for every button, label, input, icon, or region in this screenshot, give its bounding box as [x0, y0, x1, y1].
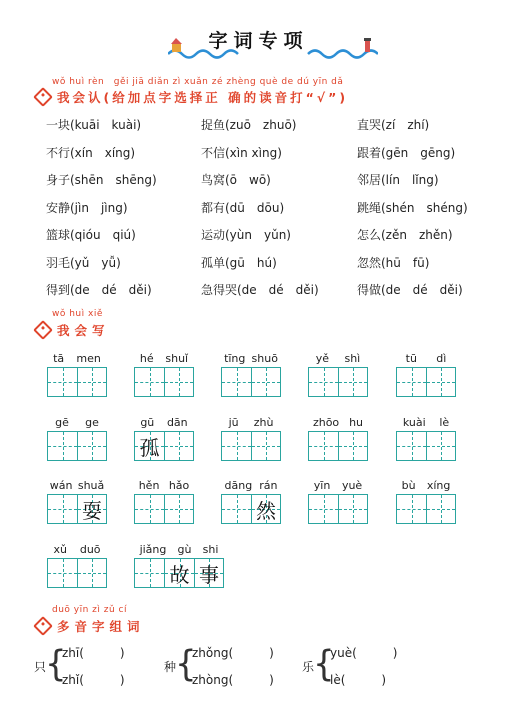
tian-grid	[308, 494, 368, 524]
word-box-group	[396, 416, 456, 461]
written-char	[222, 495, 251, 523]
written-char	[397, 368, 426, 396]
word-item: 篮球(qióu qiú)	[46, 228, 136, 242]
word-box-group	[308, 352, 368, 397]
written-char	[427, 368, 455, 396]
word-box-group	[47, 479, 107, 524]
polyphonic-char: 只	[34, 660, 47, 674]
word-box-group	[47, 543, 107, 588]
diamond-icon	[33, 87, 53, 107]
reading-blank[interactable]: yuè( )	[330, 646, 398, 660]
word-item: 怎么(zěn zhěn)	[357, 228, 453, 242]
writing-box[interactable]	[426, 367, 456, 397]
word-item: 身子(shēn shēng)	[46, 173, 157, 187]
word-box-group	[221, 479, 281, 524]
pinyin-syllable: xíng	[426, 479, 451, 492]
section3-title: 多音字组词	[57, 619, 145, 634]
writing-box[interactable]	[164, 431, 194, 461]
writing-box[interactable]	[47, 431, 77, 461]
writing-box[interactable]	[164, 494, 194, 524]
writing-box[interactable]	[134, 558, 164, 588]
written-char	[135, 368, 164, 396]
tian-grid	[396, 431, 456, 461]
writing-box[interactable]	[77, 494, 107, 524]
brace-icon: {	[313, 643, 335, 685]
pinyin-syllable: duō	[79, 543, 101, 556]
pinyin-row	[308, 416, 368, 431]
word-item: 安静(jìn jìng)	[46, 200, 128, 215]
written-char	[339, 432, 367, 460]
pinyin-row	[308, 352, 368, 367]
writing-box[interactable]	[338, 494, 368, 524]
tian-grid	[221, 494, 281, 524]
written-char: 事	[199, 562, 219, 587]
word-item: 急得哭(de dé děi)	[201, 283, 319, 297]
pinyin-syllable: xǔ	[53, 543, 67, 556]
writing-box[interactable]	[134, 431, 164, 461]
pinyin-row	[221, 479, 281, 494]
pinyin-syllable: jiǎng	[139, 543, 167, 556]
writing-box[interactable]	[308, 431, 338, 461]
pinyin-syllable: yě	[315, 352, 330, 365]
word-box-group	[396, 352, 456, 397]
writing-box[interactable]	[221, 431, 251, 461]
writing-box[interactable]	[194, 558, 224, 588]
word-box-group	[396, 479, 456, 524]
section1-pinyin: wǒ huì rèn gěi jiā diǎn zì xuǎn zé zhèng què de dú yīn dǎ	[52, 77, 344, 87]
writing-box[interactable]	[47, 558, 77, 588]
tian-grid	[308, 367, 368, 397]
pinyin-row	[134, 416, 194, 431]
writing-box[interactable]	[134, 367, 164, 397]
word-box-group	[134, 352, 194, 397]
writing-box[interactable]	[134, 494, 164, 524]
brace-icon: {	[175, 643, 197, 685]
written-char	[135, 495, 164, 523]
word-box-group	[134, 479, 194, 524]
word-item: 跳绳(shén shéng)	[357, 200, 468, 215]
pinyin-row	[396, 479, 456, 494]
written-char	[339, 495, 367, 523]
written-char	[397, 432, 426, 460]
reading-blank[interactable]: lè( )	[330, 673, 387, 687]
written-char	[78, 559, 106, 587]
pinyin-syllable: shuō	[251, 352, 278, 365]
word-item: 直哭(zí zhí)	[357, 118, 430, 132]
writing-box[interactable]	[251, 367, 281, 397]
pinyin-syllable: wán	[49, 479, 73, 492]
diamond-icon	[33, 320, 53, 340]
pinyin-row	[47, 416, 107, 431]
pinyin-syllable: yuè	[341, 479, 363, 492]
written-char	[48, 432, 77, 460]
word-item: 羽毛(yǔ yǚ)	[46, 255, 121, 270]
word-item: 不信(xìn xìng)	[201, 145, 282, 160]
tian-grid	[396, 494, 456, 524]
pinyin-row	[396, 416, 456, 431]
word-item: 不行(xín xíng)	[46, 145, 136, 160]
section1-title: 我会认(给加点字选择正 确的读音打“√”)	[57, 90, 349, 105]
tian-grid	[308, 431, 368, 461]
pinyin-syllable: rán	[259, 479, 278, 492]
written-char	[222, 368, 251, 396]
written-char	[48, 559, 77, 587]
word-item: 得做(de dé děi)	[357, 283, 463, 297]
written-char	[397, 495, 426, 523]
brace-icon: {	[45, 643, 67, 685]
pinyin-syllable: shuǐ	[165, 352, 189, 365]
writing-box[interactable]	[77, 558, 107, 588]
word-item: 邻居(lín lǐng)	[357, 173, 439, 187]
written-char	[339, 368, 367, 396]
pinyin-syllable: zhōo	[312, 416, 340, 429]
reading-blank[interactable]: zhǐ( )	[62, 673, 125, 687]
pinyin-row	[221, 352, 281, 367]
writing-box[interactable]	[47, 367, 77, 397]
pinyin-syllable: zhù	[253, 416, 274, 429]
pinyin-row	[134, 479, 194, 494]
word-item: 捉鱼(zuō zhuō)	[201, 118, 297, 132]
written-char	[165, 368, 193, 396]
word-item: 孤单(gū hú)	[201, 255, 277, 270]
written-char	[78, 368, 106, 396]
pinyin-syllable: tīng	[224, 352, 246, 365]
writing-box[interactable]	[396, 494, 426, 524]
written-char: 然	[256, 498, 276, 523]
writing-box[interactable]	[47, 494, 77, 524]
pinyin-row	[396, 352, 456, 367]
written-char	[165, 495, 193, 523]
written-char: 孤	[139, 435, 160, 460]
writing-box[interactable]	[251, 494, 281, 524]
pinyin-syllable: jū	[228, 416, 239, 429]
pinyin-syllable: ge	[85, 416, 99, 429]
tian-grid	[396, 367, 456, 397]
word-box-group	[47, 352, 107, 397]
written-char	[309, 432, 338, 460]
writing-box[interactable]	[251, 431, 281, 461]
word-box-group	[134, 416, 194, 461]
written-char	[165, 432, 193, 460]
writing-box[interactable]	[308, 494, 338, 524]
pinyin-syllable: hěn	[138, 479, 160, 492]
writing-box[interactable]	[396, 431, 426, 461]
pinyin-row	[134, 543, 224, 558]
section3-pinyin: duō yīn zì zǔ cí	[52, 605, 127, 615]
reading-blank[interactable]: zhī( )	[62, 646, 125, 660]
section3-header	[36, 617, 145, 635]
word-box-group	[47, 416, 107, 461]
pinyin-row	[134, 352, 194, 367]
polyphonic-char: 乐	[302, 660, 315, 674]
word-item: 鸟窝(ō wō)	[201, 173, 271, 187]
pinyin-row	[47, 352, 107, 367]
writing-box[interactable]	[221, 367, 251, 397]
pinyin-syllable: shuǎ	[77, 479, 105, 492]
pinyin-syllable: kuài	[402, 416, 426, 429]
reading-blank[interactable]: zhòng( )	[192, 673, 274, 687]
pinyin-syllable: men	[76, 352, 101, 365]
pinyin-syllable: dì	[436, 352, 447, 365]
word-box-group	[134, 543, 224, 588]
writing-box[interactable]	[77, 431, 107, 461]
tian-grid	[47, 367, 107, 397]
pinyin-syllable: hǎo	[168, 479, 190, 492]
word-item: 都有(dū dōu)	[201, 200, 285, 215]
pinyin-row	[221, 416, 281, 431]
section2-pinyin: wǒ huì xiě	[52, 309, 103, 319]
page-title: 字词专项	[208, 30, 309, 52]
tian-grid	[47, 494, 107, 524]
pinyin-syllable: yīn	[313, 479, 331, 492]
tian-grid	[47, 558, 107, 588]
pinyin-syllable: hu	[349, 416, 364, 429]
writing-box[interactable]	[426, 494, 456, 524]
pinyin-syllable: bù	[401, 479, 416, 492]
pinyin-syllable: dāng	[224, 479, 253, 492]
tian-grid	[47, 431, 107, 461]
word-item: 一块(kuāi kuài)	[46, 118, 142, 132]
word-box-group	[308, 416, 368, 461]
pinyin-row	[47, 479, 107, 494]
word-box-group	[221, 352, 281, 397]
written-char	[309, 495, 338, 523]
writing-box[interactable]	[164, 558, 194, 588]
pinyin-syllable: dān	[166, 416, 188, 429]
written-char	[252, 432, 280, 460]
written-char	[427, 432, 455, 460]
written-char	[309, 368, 338, 396]
diamond-icon	[33, 616, 53, 636]
section1-header	[36, 88, 348, 106]
tian-grid	[134, 558, 224, 588]
writing-box[interactable]	[308, 367, 338, 397]
pinyin-syllable: lè	[439, 416, 450, 429]
written-char	[48, 495, 77, 523]
pinyin-row	[47, 543, 107, 558]
pinyin-syllable: shi	[202, 543, 219, 556]
written-char	[135, 559, 164, 587]
written-char	[48, 368, 77, 396]
section2-title: 我会写	[57, 323, 110, 338]
word-box-group	[308, 479, 368, 524]
section2-header	[36, 321, 110, 339]
writing-box[interactable]	[396, 367, 426, 397]
writing-box[interactable]	[338, 367, 368, 397]
written-char	[252, 368, 280, 396]
pinyin-syllable: gù	[177, 543, 192, 556]
pinyin-syllable: gē	[55, 416, 69, 429]
tian-grid	[221, 367, 281, 397]
written-char: 故	[169, 562, 190, 587]
word-box-group	[221, 416, 281, 461]
written-char: 耍	[82, 498, 102, 523]
pinyin-syllable: tū	[405, 352, 417, 365]
word-item: 得到(de dé děi)	[46, 283, 152, 297]
writing-box[interactable]	[338, 431, 368, 461]
word-item: 跟着(gēn gēng)	[357, 145, 456, 160]
tian-grid	[134, 367, 194, 397]
reading-blank[interactable]: zhǒng( )	[192, 646, 274, 660]
tian-grid	[134, 431, 194, 461]
pinyin-syllable: shì	[344, 352, 361, 365]
pinyin-syllable: hé	[139, 352, 154, 365]
writing-box[interactable]	[221, 494, 251, 524]
word-item: 运动(yùn yǔn)	[201, 228, 291, 242]
written-char	[427, 495, 455, 523]
writing-box[interactable]	[426, 431, 456, 461]
written-char	[222, 432, 251, 460]
tian-grid	[134, 494, 194, 524]
written-char	[78, 432, 106, 460]
writing-box[interactable]	[77, 367, 107, 397]
writing-box[interactable]	[164, 367, 194, 397]
pinyin-syllable: tā	[53, 352, 65, 365]
tian-grid	[221, 431, 281, 461]
pinyin-row	[308, 479, 368, 494]
pinyin-syllable: gū	[140, 416, 155, 429]
word-item: 忽然(hū fū)	[357, 255, 430, 270]
polyphonic-char: 种	[164, 660, 177, 674]
